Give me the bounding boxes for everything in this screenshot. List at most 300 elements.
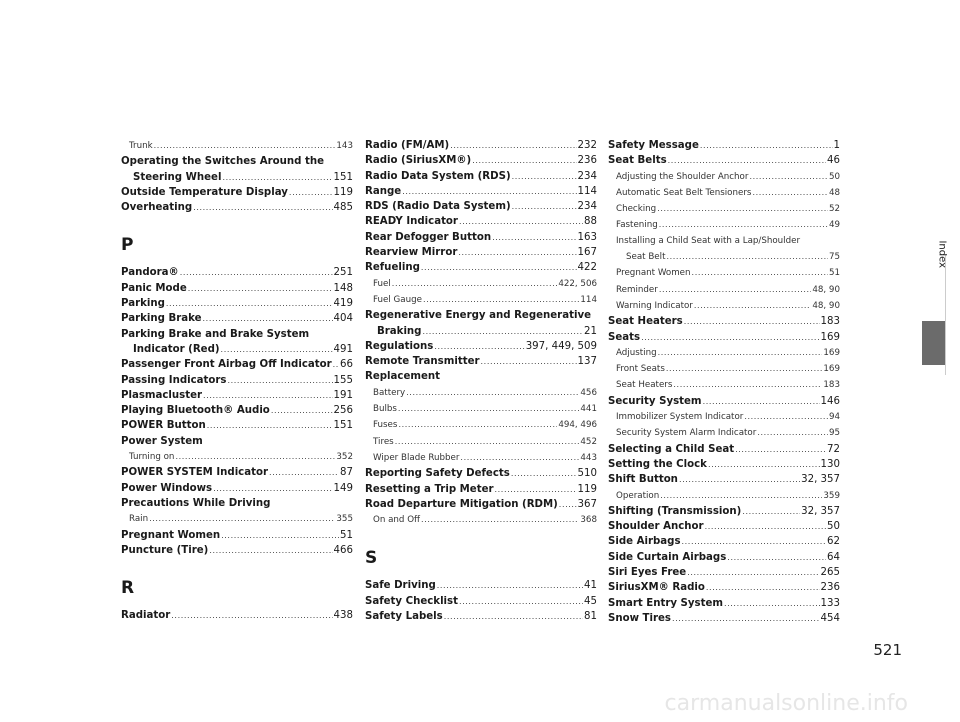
dot-leader [668, 153, 826, 168]
index-entry-term: POWER Button [121, 420, 206, 432]
index-entry-seat-belt[interactable] [608, 249, 840, 265]
index-entry-pages[interactable]: 52 [828, 204, 840, 215]
index-entry-front-seats[interactable] [608, 361, 840, 377]
index-entry-pages[interactable]: 66 [340, 359, 353, 371]
index-entry-pages[interactable]: 359 [823, 490, 840, 501]
index-entry-term: Side Airbags [608, 536, 681, 548]
index-entry-term: Range [365, 185, 402, 197]
dot-leader [687, 565, 819, 580]
dot-leader [641, 330, 819, 345]
index-entry-rear-defogger-button[interactable] [365, 230, 597, 245]
index-entry-wiper-blade-rubber[interactable] [365, 450, 597, 466]
index-entry-pages[interactable]: 137 [577, 356, 597, 368]
index-entry-passenger-front-airbag-off-indicator[interactable] [121, 357, 353, 372]
index-entry-seat-heaters[interactable] [608, 377, 840, 393]
dot-leader [207, 418, 333, 433]
index-entry-term: Checking [616, 204, 657, 215]
dot-leader [188, 281, 333, 296]
index-entry-adjusting[interactable] [608, 345, 840, 361]
index-entry-pages[interactable]: 422, 506 [558, 278, 597, 289]
index-entry-term: Immobilizer System Indicator [616, 412, 744, 423]
section-letter: R [121, 578, 135, 599]
index-entry-bulbs[interactable] [365, 401, 597, 417]
index-entry-pages[interactable]: 1 [833, 140, 840, 151]
index-entry-pages[interactable]: 48, 90 [812, 300, 840, 311]
dot-leader [406, 385, 579, 400]
index-entry-plasmacluster[interactable] [121, 388, 353, 403]
index-entry-term: Seat Belts [608, 155, 667, 167]
index-entry-range[interactable] [365, 184, 597, 199]
index-entry-indicator-red[interactable] [121, 342, 353, 357]
dot-leader [460, 450, 579, 465]
index-entry-parking[interactable] [121, 296, 353, 311]
dot-leader [398, 401, 579, 416]
index-entry-pages[interactable]: 441 [580, 404, 597, 415]
dot-leader [209, 543, 332, 558]
index-entry-pages[interactable]: 32, 357 [801, 505, 840, 517]
index-entry-overheating[interactable] [121, 200, 353, 215]
dot-leader [511, 466, 577, 481]
dot-leader [694, 298, 811, 313]
index-entry-remote-transmitter[interactable] [365, 354, 597, 369]
index-entry-pages[interactable]: 133 [820, 597, 840, 609]
dot-leader [724, 596, 820, 611]
index-entry-pages[interactable]: 183 [823, 380, 840, 391]
index-entry-term: Overheating [121, 202, 193, 214]
index-tab-label[interactable]: Index [937, 240, 948, 268]
index-entry-power-button[interactable] [121, 418, 353, 433]
index-entry-pages[interactable]: 149 [333, 482, 353, 494]
dot-leader [434, 339, 524, 354]
dot-leader [657, 201, 828, 216]
dot-leader [495, 482, 577, 497]
index-entry-pages[interactable]: 167 [577, 247, 597, 259]
index-entry-precautions-while-driving[interactable] [121, 496, 353, 511]
index-entry-rds-radio-data-system[interactable] [365, 199, 597, 214]
index-entry-turning-on[interactable] [121, 449, 353, 465]
dot-leader [398, 417, 557, 432]
index-entry-pages[interactable]: 32, 357 [801, 474, 840, 486]
index-entry-term: Security System [608, 395, 702, 407]
index-entry-pages[interactable]: 151 [333, 171, 353, 183]
index-entry-term: Wiper Blade Rubber [373, 452, 460, 463]
index-entry-pages[interactable]: 494, 496 [558, 420, 597, 431]
index-entry-pages[interactable]: 95 [828, 428, 840, 439]
dot-leader [672, 611, 820, 626]
index-entry-snow-tires[interactable] [608, 611, 840, 626]
index-entry-term: Pandora® [121, 267, 179, 279]
sidebar-divider [945, 255, 946, 375]
index-entry-seats[interactable] [608, 330, 840, 345]
dot-leader [749, 169, 828, 184]
index-entry-pages[interactable]: 491 [333, 343, 353, 355]
index-entry-pregnant-women[interactable] [608, 265, 840, 281]
index-entry-term: READY Indicator [365, 216, 458, 228]
index-entry-fuses[interactable] [365, 417, 597, 433]
index-entry-pages[interactable]: 130 [820, 458, 840, 470]
index-entry-ready-indicator[interactable] [365, 214, 597, 229]
index-entry-pages[interactable]: 510 [577, 468, 597, 480]
index-entry-term: Rearview Mirror [365, 247, 458, 259]
dot-leader [395, 434, 580, 449]
index-entry-term: Side Curtain Airbags [608, 551, 727, 563]
index-entry-pages[interactable]: 456 [580, 387, 597, 398]
index-entry-seat-belts[interactable] [608, 153, 840, 168]
index-entry-pages[interactable]: 265 [820, 567, 840, 579]
index-entry-automatic-seat-belt-tensioners[interactable] [608, 185, 840, 201]
index-entry-battery[interactable] [365, 385, 597, 401]
index-entry-pages[interactable]: 191 [333, 389, 353, 401]
dot-leader [271, 403, 333, 418]
index-entry-pages[interactable]: 454 [820, 612, 840, 624]
index-entry-power-windows[interactable] [121, 481, 353, 496]
index-entry-pages[interactable]: 256 [333, 405, 353, 417]
dot-leader [175, 449, 335, 464]
index-entry-term: Rear Defogger Button [365, 231, 492, 243]
index-entry-immobilizer-system-indicator[interactable] [608, 409, 840, 425]
index-entry-term: Seats [608, 331, 641, 343]
page-number: 521 [873, 641, 902, 659]
index-entry-selecting-a-child-seat[interactable] [608, 442, 840, 457]
section-letter: S [365, 548, 378, 569]
index-entry-pages[interactable]: 64 [827, 551, 840, 563]
index-entry-term: Smart Entry System [608, 597, 723, 609]
index-entry-term: Tires [373, 436, 394, 447]
index-entry-parking-brake[interactable] [121, 311, 353, 326]
index-entry-term: Fastening [616, 220, 658, 231]
dot-leader [481, 354, 577, 369]
dot-leader [666, 361, 823, 376]
index-entry-pages[interactable]: 232 [577, 140, 597, 151]
index-entry-term: Outside Temperature Display [121, 186, 288, 198]
dot-leader [757, 425, 828, 440]
index-entry-pages[interactable]: 169 [823, 347, 840, 358]
index-entry-term: Fuel [373, 278, 391, 289]
index-entry-term: Radiator [121, 610, 171, 622]
index-entry-pages[interactable]: 81 [584, 611, 597, 623]
index-entry-term: Power System [121, 435, 203, 447]
index-entry-term: Trunk [129, 141, 153, 151]
index-entry-term: Fuel Gauge [373, 294, 422, 305]
index-entry-pages[interactable]: 155 [333, 374, 353, 386]
index-column-2 [365, 138, 597, 624]
index-entry-safe-driving[interactable] [365, 578, 597, 593]
index-entry-pages[interactable]: 438 [333, 610, 353, 622]
index-entry-refueling[interactable] [365, 260, 597, 275]
index-entry-pages[interactable]: 397, 449, 509 [525, 340, 597, 352]
index-entry-rain[interactable] [121, 511, 353, 527]
index-entry-pages[interactable]: 51 [828, 268, 840, 279]
index-entry-term: Steering Wheel [133, 171, 222, 183]
index-entry-operating-the-switches-around-the[interactable] [121, 154, 353, 169]
index-entry-passing-indicators[interactable] [121, 373, 353, 388]
index-entry-pages[interactable]: 169 [823, 364, 840, 375]
index-entry-radiator[interactable] [121, 608, 353, 623]
index-entry-term: Safety Message [608, 140, 699, 151]
dot-leader [659, 217, 828, 232]
index-entry-replacement[interactable] [365, 369, 597, 384]
dot-leader [154, 138, 336, 153]
index-entry-term: Warning Indicator [616, 300, 693, 311]
index-entry-pregnant-women[interactable] [121, 528, 353, 543]
index-entry-warning-indicator[interactable] [608, 298, 840, 314]
index-entry-pages[interactable]: 75 [828, 252, 840, 263]
dot-leader [289, 185, 333, 200]
index-tab-marker [922, 321, 945, 365]
dot-leader [444, 609, 583, 624]
index-entry-pages[interactable]: 443 [580, 452, 597, 463]
dot-leader [666, 249, 827, 264]
index-entry-term: Parking Brake [121, 313, 202, 325]
dot-leader [459, 214, 583, 229]
index-entry-term: Shifting (Transmission) [608, 505, 742, 517]
index-entry-term: Parking [121, 298, 165, 310]
index-entry-term: Bulbs [373, 404, 397, 415]
index-entry-parking-brake-and-brake-system[interactable] [121, 327, 353, 342]
index-entry-term: Operating the Switches Around the [121, 156, 324, 168]
index-entry-trunk[interactable] [121, 138, 353, 154]
index-entry-pages[interactable]: 119 [333, 186, 353, 198]
index-entry-pages[interactable]: 234 [577, 201, 597, 213]
index-entry-on-and-off[interactable] [365, 512, 597, 528]
index-entry-side-airbags[interactable] [608, 534, 840, 549]
index-entry-safety-message[interactable] [608, 138, 840, 153]
index-entry-steering-wheel[interactable] [121, 170, 353, 185]
index-entry-pages[interactable]: 236 [820, 582, 840, 594]
index-entry-regenerative-energy-and-regenerative[interactable] [365, 308, 597, 323]
index-entry-term: Safety Labels [365, 611, 443, 623]
index-entry-pages[interactable]: 367 [577, 498, 597, 510]
dot-leader [742, 504, 800, 519]
dot-leader [221, 528, 339, 543]
index-sidebar [921, 0, 960, 722]
index-entry-safety-labels[interactable] [365, 609, 597, 624]
index-entry-radio-data-system-rds[interactable] [365, 169, 597, 184]
index-entry-power-system[interactable] [121, 434, 353, 449]
dot-leader [423, 292, 579, 307]
index-entry-term: Resetting a Trip Meter [365, 483, 494, 495]
dot-leader [149, 511, 335, 526]
index-entry-power-system-indicator[interactable] [121, 465, 353, 480]
index-entry-term: Passenger Front Airbag Off Indicator [121, 359, 332, 371]
index-entry-security-system-alarm-indicator[interactable] [608, 425, 840, 441]
index-entry-term: Fuses [373, 420, 398, 431]
index-entry-checking[interactable] [608, 201, 840, 217]
index-entry-tires[interactable] [365, 434, 597, 450]
dot-leader [752, 185, 828, 200]
index-entry-adjusting-the-shoulder-anchor[interactable] [608, 169, 840, 185]
index-entry-term: Indicator (Red) [133, 343, 220, 355]
index-entry-shift-button[interactable] [608, 472, 840, 487]
index-entry-term: On and Off [373, 515, 421, 526]
index-entry-term: Precautions While Driving [121, 497, 271, 509]
dot-leader [422, 324, 583, 339]
dot-leader [227, 373, 332, 388]
index-entry-pages[interactable]: 236 [577, 155, 597, 167]
dot-leader [472, 153, 576, 168]
index-entry-shifting-transmission[interactable] [608, 504, 840, 519]
index-entry-fastening[interactable] [608, 217, 840, 233]
index-entry-pages[interactable]: 62 [827, 536, 840, 548]
index-entry-fuel[interactable] [365, 276, 597, 292]
index-entry-smart-entry-system[interactable] [608, 596, 840, 611]
dot-leader [559, 497, 577, 512]
index-entry-siri-eyes-free[interactable] [608, 565, 840, 580]
dot-leader [193, 200, 332, 215]
index-entry-siriusxm-radio[interactable] [608, 580, 840, 595]
dot-leader [735, 442, 826, 457]
index-entry-pages[interactable]: 169 [820, 331, 840, 343]
index-column-1 [121, 138, 353, 623]
index-entry-pages[interactable]: 49 [828, 220, 840, 231]
dot-leader [458, 245, 576, 260]
dot-leader [700, 138, 833, 153]
index-entry-pages[interactable]: 251 [333, 267, 353, 279]
index-entry-pages[interactable]: 50 [828, 171, 840, 182]
index-entry-pages[interactable]: 422 [577, 262, 597, 274]
index-entry-reporting-safety-defects[interactable] [365, 466, 597, 481]
index-entry-term: Seat Belt [626, 252, 666, 263]
index-entry-pages[interactable]: 419 [333, 298, 353, 310]
index-entry-pages[interactable]: 51 [340, 529, 353, 541]
index-entry-pages[interactable]: 41 [584, 580, 597, 592]
index-entry-reminder[interactable] [608, 282, 840, 298]
index-entry-pages[interactable]: 151 [333, 420, 353, 432]
index-entry-side-curtain-airbags[interactable] [608, 550, 840, 565]
index-entry-term: Power Windows [121, 482, 213, 494]
index-entry-braking[interactable] [365, 324, 597, 339]
dot-leader [222, 170, 332, 185]
index-entry-pages[interactable]: 21 [584, 325, 597, 337]
index-entry-pages[interactable]: 368 [580, 515, 597, 526]
dot-leader [492, 230, 576, 245]
index-entry-pages[interactable]: 87 [340, 467, 353, 479]
index-entry-term: Road Departure Mitigation (RDM) [365, 498, 558, 510]
index-entry-term: Operation [616, 490, 660, 501]
index-entry-seat-heaters[interactable] [608, 314, 840, 329]
watermark: carmanualsonline.info [664, 691, 908, 716]
dot-leader [703, 394, 820, 409]
dot-leader [221, 342, 333, 357]
index-entry-rearview-mirror[interactable] [365, 245, 597, 260]
index-entry-resetting-a-trip-meter[interactable] [365, 482, 597, 497]
index-entry-pages[interactable]: 466 [333, 544, 353, 556]
index-entry-pandora[interactable] [121, 265, 353, 280]
dot-leader [692, 265, 828, 280]
index-entry-term: Selecting a Child Seat [608, 443, 735, 455]
dot-leader [203, 388, 333, 403]
index-entry-safety-checklist[interactable] [365, 594, 597, 609]
index-entry-pages[interactable]: 72 [827, 443, 840, 455]
index-entry-term: Adjusting [616, 347, 657, 358]
index-entry-pages[interactable]: 404 [333, 313, 353, 325]
index-entry-outside-temperature-display[interactable] [121, 185, 353, 200]
index-entry-installing-a-child-seat-with-a-lap-shoulder[interactable] [608, 234, 840, 249]
index-entry-pages[interactable]: 114 [577, 185, 597, 197]
index-entry-term: Rain [129, 514, 149, 525]
index-entry-pages[interactable]: 143 [336, 141, 353, 151]
index-entry-pages[interactable]: 234 [577, 170, 597, 182]
index-entry-setting-the-clock[interactable] [608, 457, 840, 472]
index-entry-term: SiriusXM® Radio [608, 582, 705, 594]
index-entry-radio-fm-am[interactable] [365, 138, 597, 153]
index-entry-regulations[interactable] [365, 339, 597, 354]
index-entry-term: Reporting Safety Defects [365, 468, 510, 480]
index-entry-pages[interactable]: 183 [820, 316, 840, 328]
index-entry-term: Shoulder Anchor [608, 521, 704, 533]
index-entry-radio-siriusxm[interactable] [365, 153, 597, 168]
index-entry-pages[interactable]: 119 [577, 483, 597, 495]
index-entry-pages[interactable]: 485 [333, 202, 353, 214]
index-entry-term: Regulations [365, 340, 434, 352]
index-entry-pages[interactable]: 48 [828, 187, 840, 198]
index-entry-term: Safe Driving [365, 580, 436, 592]
index-entry-shoulder-anchor[interactable] [608, 519, 840, 534]
index-entry-panic-mode[interactable] [121, 281, 353, 296]
index-entry-playing-bluetooth-audio[interactable] [121, 403, 353, 418]
index-entry-term: Remote Transmitter [365, 356, 480, 368]
dot-leader [658, 345, 823, 360]
index-entry-pages[interactable]: 146 [820, 395, 840, 407]
index-entry-term: Installing a Child Seat with a Lap/Shoulder [616, 235, 801, 246]
index-entry-term: Puncture (Tire) [121, 544, 209, 556]
dot-leader [203, 311, 333, 326]
dot-leader [684, 314, 820, 329]
index-entry-pages[interactable]: 355 [336, 514, 353, 525]
dot-leader [166, 296, 333, 311]
index-entry-pages[interactable]: 148 [333, 282, 353, 294]
index-entry-pages[interactable]: 94 [828, 412, 840, 423]
index-entry-term: Panic Mode [121, 282, 187, 294]
index-entry-term: POWER SYSTEM Indicator [121, 467, 268, 479]
index-entry-pages[interactable]: 50 [827, 521, 840, 533]
index-entry-term: Replacement [365, 371, 441, 383]
index-entry-term: Radio Data System (RDS) [365, 170, 511, 182]
index-entry-road-departure-mitigation-rdm[interactable] [365, 497, 597, 512]
index-entry-pages[interactable]: 352 [336, 452, 353, 463]
index-entry-term: Siri Eyes Free [608, 567, 687, 579]
dot-leader [660, 488, 822, 503]
dot-leader [213, 481, 332, 496]
index-entry-operation[interactable] [608, 488, 840, 504]
index-entry-pages[interactable]: 114 [580, 294, 597, 305]
index-entry-term: Parking Brake and Brake System [121, 328, 310, 340]
index-entry-pages[interactable]: 46 [827, 155, 840, 167]
index-entry-term: Refueling [365, 262, 420, 274]
index-entry-pages[interactable]: 88 [584, 216, 597, 228]
index-entry-term: Pregnant Women [121, 529, 221, 541]
index-entry-security-system[interactable] [608, 394, 840, 409]
index-entry-pages[interactable]: 45 [584, 595, 597, 607]
index-entry-term: Adjusting the Shoulder Anchor [616, 171, 749, 182]
dot-leader [269, 465, 339, 480]
index-entry-puncture-tire[interactable] [121, 543, 353, 558]
dot-leader [679, 472, 800, 487]
index-entry-pages[interactable]: 452 [580, 436, 597, 447]
dot-leader [437, 578, 583, 593]
dot-leader [512, 199, 577, 214]
index-entry-pages[interactable]: 48, 90 [812, 284, 840, 295]
dot-leader [421, 260, 577, 275]
dot-leader [705, 519, 826, 534]
index-entry-term: Radio (FM/AM) [365, 140, 450, 151]
index-entry-fuel-gauge[interactable] [365, 292, 597, 308]
index-entry-term: Passing Indicators [121, 374, 227, 386]
dot-leader [421, 512, 579, 527]
index-entry-term: Playing Bluetooth® Audio [121, 405, 270, 417]
index-entry-pages[interactable]: 163 [577, 231, 597, 243]
index-entry-term: Pregnant Women [616, 268, 691, 279]
